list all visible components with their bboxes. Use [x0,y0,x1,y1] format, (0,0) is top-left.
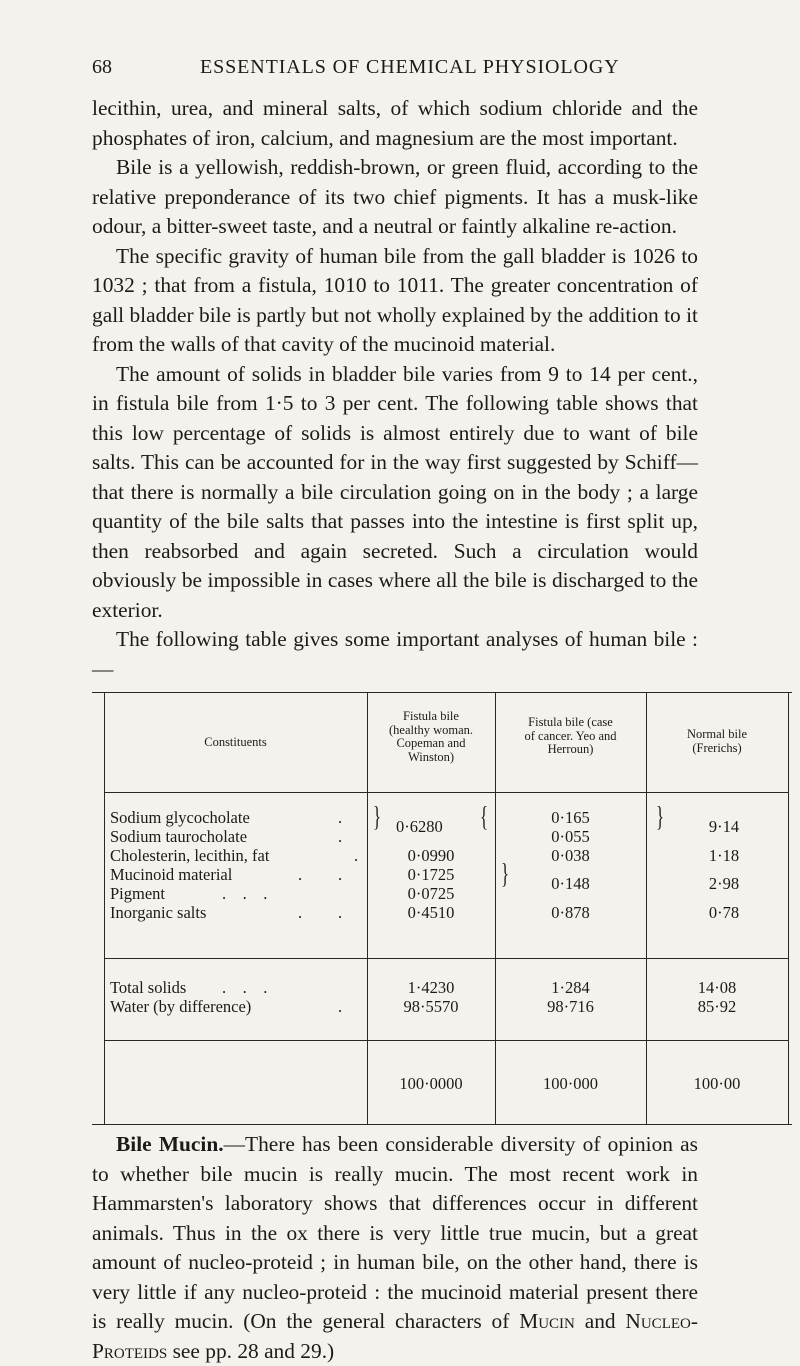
leader-dots: . [298,903,303,922]
cross-reference: Mucin [519,1309,575,1333]
value-cell: 1·18 [708,846,740,865]
cross-reference: Nucleo-Proteids [92,1309,698,1363]
value-cell: 98·5570 [403,997,459,1016]
value-cell: 1·284 [551,978,590,997]
header-col1: Fistula bile (healthy woman. Copeman and Winston) [388,709,473,764]
value-cell: 2·98 [708,874,740,893]
body-text [92,94,698,684]
value-cell: 0·165 [551,808,590,827]
header-col2: Fistula bile (case of cancer. Yeo and Herroun) [524,715,617,756]
value-mucin-pigment: 0·148 [551,874,590,893]
leader-dots: . [354,846,359,865]
value-cell: 0·878 [551,903,590,922]
section-heading: Bile Mucin. [116,1132,224,1156]
value-cell: 0·1725 [407,865,455,884]
running-title: ESSENTIALS OF CHEMICAL PHYSIOLOGY [200,56,620,78]
row-name: Sodium taurocholate [110,827,248,846]
value-cell: 0·055 [551,827,590,846]
value-cell: 0·038 [551,846,590,865]
sum-cell: 100·00 [693,1074,741,1093]
brace-left: { [480,802,489,833]
leader-dots: . [338,997,343,1016]
row-name: Pigment [110,884,166,903]
leader-dots: . . . [222,978,268,997]
column-rule [104,692,105,1124]
leader-dots: . [338,865,343,884]
row-name: Sodium glycocholate [110,808,250,827]
row-name: Total solids [110,978,187,997]
value-cell: 0·4510 [407,903,455,922]
page-number: 68 [92,56,112,78]
section-rule [104,958,788,959]
leader-dots: . . . [222,884,268,903]
brace-right: } [373,802,382,833]
paragraph: The following table gives some important analyses of human bile :— [92,627,698,681]
row-name: Water (by difference) [110,997,252,1016]
paragraph: The specific gravity of human bile from the gall bladder is 1026 to 1032 ; that from a fistula, 1010 to 1011. The greater concentration of gall bladder bile is partly but not wholly explained by the addition to it from the walls of that cavity of the mucinoid material. [92,243,698,356]
column-rule [788,692,789,1124]
leader-dots: . [338,808,343,827]
brace-right: } [501,859,510,890]
brace-right: } [656,802,665,833]
row-name: Cholesterin, lecithin, fat [110,846,270,865]
value-cell: 98·716 [547,997,594,1016]
header-rule [104,792,788,793]
value-bile-salts: 0·6280 [396,817,443,836]
paragraph: lecithin, urea, and mineral salts, of which sodium chloride and the phosphates of iron, calcium, and magnesium are the most important. [92,96,698,150]
row-name: Mucinoid material [110,865,233,884]
header-constituents: Constituents [204,735,267,749]
value-cell: 14·08 [697,978,737,997]
value-bile-salts: 9·14 [708,817,740,836]
running-header [92,56,712,82]
paragraph: Bile Mucin.—There has been considerable diversity of opinion as to whether bile mucin is really mucin. The most recent work in Hammarsten's laboratory shows that differences occur in different animals. Thus in the ox there is very little true mucin, but a great amount of nucleo-proteid ; in human bile, on the other hand, there is very little if any nucleo-proteid : the mucinoid material present there is really mucin. (On the general characters of Mucin and Nucleo-Proteids see pp. 28 and 29.) [92,1132,698,1363]
value-cell: 0·78 [708,903,740,922]
header-col3: Normal bile (Frerichs) [686,727,748,755]
value-cell: 1·4230 [407,978,455,997]
leader-dots: . [338,827,343,846]
section-rule [104,1040,788,1041]
table-top-rule [92,692,792,693]
column-rule [646,692,647,1124]
leader-dots: . [338,903,343,922]
leader-dots: . [298,865,303,884]
table-bottom-rule [92,1124,792,1125]
paragraph: Bile is a yellowish, reddish-brown, or green fluid, according to the relative preponderance of its two chief pigments. It has a musk-like odour, a bitter-sweet taste, and a neutral or faintly alkaline re-action. [92,155,698,238]
bile-mucin-section [92,1130,698,1366]
row-name: Inorganic salts [110,903,207,922]
value-cell: 85·92 [697,997,737,1016]
paragraph: The amount of solids in bladder bile varies from 9 to 14 per cent., in fistula bile from 1·5 to 3 per cent. The following table shows that this low percentage of solids is almost entirely due to want of bile salts. This can be accounted for in the way first suggested by Schiff—that there is normally a bile circulation going on in the body ; a large quantity of the bile salts that passes into the intestine is first split up, then reabsorbed and again secreted. Such a circulation would obviously be impossible in cases where all the bile is discharged to the exterior. [92,361,698,622]
sum-cell: 100·000 [543,1074,598,1093]
bile-analysis-table [92,692,792,1093]
value-cell: 0·0990 [407,846,455,865]
value-cell: 0·0725 [407,884,455,903]
sum-cell: 100·0000 [399,1074,463,1093]
